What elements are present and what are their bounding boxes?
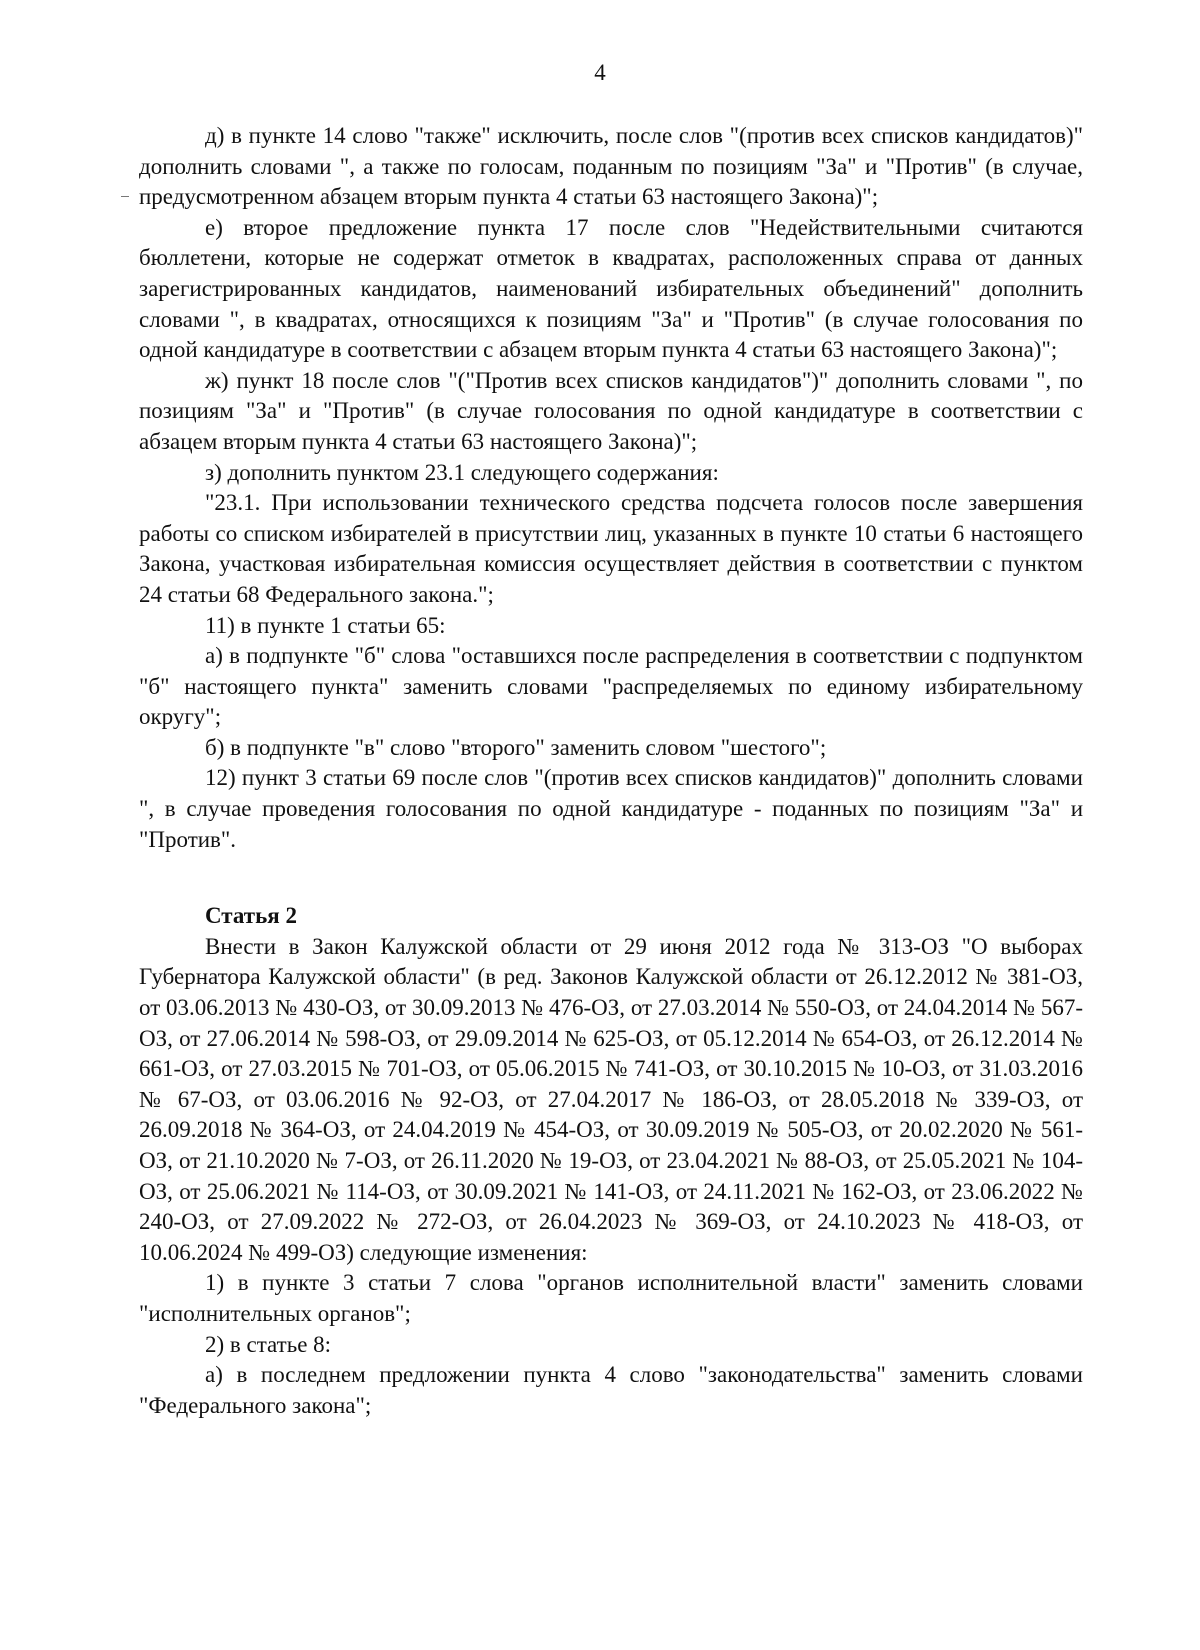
paragraph-item-11-a: а) в подпункте "б" слова "оставшихся после распределения в соответствии с подпунктом "б" настоящего пункта" заменить словами "распределяемых по единому избирательному округу"; (139, 643, 1083, 730)
paragraph-item-11-b: б) в подпункте "в" слово "второго" заменить словом "шестого"; (205, 734, 827, 760)
document-body (139, 121, 1083, 1421)
paragraph-23-1: "23.1. При использовании технического средства подсчета голосов после завершения работы со списком избирателей в присутствии лиц, указанных в пункте 10 статьи 6 настоящего Закона, участковая избирательная комиссия осуществляет действия в соответствии с пунктом 24 статьи 68 Федерального закона."; (139, 490, 1083, 607)
paragraph-zh: ж) пункт 18 после слов "("Против всех списков кандидатов")" дополнить словами ", по позициям "За" и "Против" (в случае голосования по одной кандидатуре в соответствии с абзацем вторым пункта 4 статьи 63 настоящего Закона)"; (139, 367, 1083, 454)
article-heading: Статья 2 (205, 903, 297, 929)
paragraph-item-11: 11) в пункте 1 статьи 65: (205, 612, 446, 638)
page-number: 4 (594, 60, 606, 85)
paragraph-e: е) второе предложение пункта 17 после слов "Недействительными считаются бюллетени, которые не содержат отметок в квадратах, расположенных справа от данных зарегистрированных кандидатов, наименований избирательных объединений" дополнить словами ", в квадратах, относящихся к позициям "За" и "Против" (в случае голосования по одной кандидатуре в соответствии с абзацем вторым пункта 4 статьи 63 настоящего Закона)"; (139, 214, 1083, 363)
paragraph-item-12: 12) пункт 3 статьи 69 после слов "(против всех списков кандидатов)" дополнить словами ", в случае проведения голосования по одной кандидатуре - поданных по позициям "За" и "Против". (139, 765, 1083, 852)
scan-artifact (121, 196, 129, 197)
article-2-item-1: 1) в пункте 3 статьи 7 слова "органов исполнительной власти" заменить словами "исполнительных органов"; (139, 1270, 1083, 1326)
paragraph-z: з) дополнить пунктом 23.1 следующего содержания: (205, 459, 719, 485)
article-2-item-2-a: а) в последнем предложении пункта 4 слово "законодательства" заменить словами "Федерального закона"; (139, 1362, 1083, 1418)
paragraph-d: д) в пункте 14 слово "также" исключить, после слов "(против всех списков кандидатов)" дополнить словами ", а также по голосам, поданным по позициям "За" и "Против" (в случае, предусмотренном абзацем вторым пункта 4 статьи 63 настоящего Закона)"; (139, 123, 1083, 210)
article-2-intro: Внести в Закон Калужской области от 29 июня 2012 года № 313-ОЗ "О выборах Губернатора Калужской области" (в ред. Законов Калужской области от 26.12.2012 № 381-ОЗ, от 03.06.2013 № 430-ОЗ, от 30.09.2013 № 476-ОЗ, от 27.03.2014 № 550-ОЗ, от 24.04.2014 № 567-ОЗ, от 27.06.2014 № 598-ОЗ, от 29.09.2014 № 625-ОЗ, от 05.12.2014 № 654-ОЗ, от 26.12.2014 № 661-ОЗ, от 27.03.2015 № 701-ОЗ, от 05.06.2015 № 741-ОЗ, от 30.10.2015 № 10-ОЗ, от 31.03.2016 № 67-ОЗ, от 03.06.2016 № 92-ОЗ, от 27.04.2017 № 186-ОЗ, от 28.05.2018 № 339-ОЗ, от 26.09.2018 № 364-ОЗ, от 24.04.2019 № 454-ОЗ, от 30.09.2019 № 505-ОЗ, от 20.02.2020 № 561-ОЗ, от 21.10.2020 № 7-ОЗ, от 26.11.2020 № 19-ОЗ, от 23.04.2021 № 88-ОЗ, от 25.05.2021 № 104-ОЗ, от 25.06.2021 № 114-ОЗ, от 30.09.2021 № 141-ОЗ, от 24.11.2021 № 162-ОЗ, от 23.06.2022 № 240-ОЗ, от 27.09.2022 № 272-ОЗ, от 26.04.2023 № 369-ОЗ, от 24.10.2023 № 418-ОЗ, от 10.06.2024 № 499-ОЗ) следующие изменения: (139, 933, 1083, 1265)
article-2-item-2: 2) в статье 8: (205, 1331, 332, 1357)
